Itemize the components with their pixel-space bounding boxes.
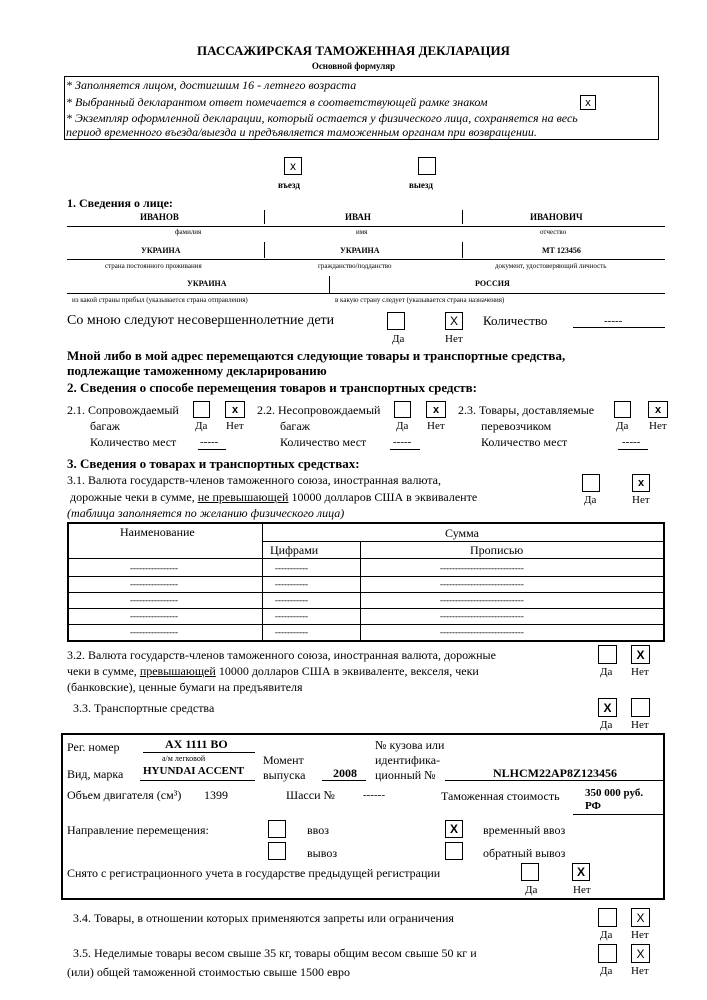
item-21-label-2: багаж <box>90 419 120 433</box>
import-label: ввоз <box>307 823 329 837</box>
table-row-digits: ----------- <box>275 579 308 589</box>
item-23-label: 2.3. Товары, доставляемые <box>458 403 595 417</box>
item-33-no-label: Нет <box>631 719 649 731</box>
table-row-name: ---------------- <box>130 579 178 589</box>
section-2-title: 2. Сведения о способе перемещения товаров и транспортных средств: <box>67 380 478 395</box>
item-35-line-2: (или) общей таможенной стоимостью свыше 1500 евро <box>67 965 351 979</box>
item-23-places-value: ----- <box>622 436 641 448</box>
children-yes-label: Да <box>392 333 405 345</box>
item-35-yes-checkbox[interactable] <box>598 944 617 963</box>
item-32-no-label: Нет <box>631 666 649 678</box>
item-31-line-1: 3.1. Валюта государств-членов таможенного союза, иностранная валюта, <box>67 473 442 487</box>
item-23-places-label: Количество мест <box>481 435 568 449</box>
item-35-line-1: 3.5. Неделимые товары весом свыше 35 кг, товары общим весом свыше 50 кг и <box>73 946 477 960</box>
table-row-words: ---------------------------- <box>440 611 524 621</box>
item-33-yes-checkbox[interactable]: X <box>598 698 617 717</box>
reg-number-label: Рег. номер <box>67 740 120 754</box>
item-31-no-label: Нет <box>632 494 650 506</box>
kind-label: Вид, марка <box>67 767 124 781</box>
table-row-digits: ----------- <box>275 627 308 637</box>
children-count-value: ----- <box>604 315 623 327</box>
note-line-1: * Заполняется лицом, достигшим 16 - летнего возраста <box>66 78 357 92</box>
table-row-words: ---------------------------- <box>440 579 524 589</box>
item-22-yes-label: Да <box>396 420 409 432</box>
cost-value-1: 350 000 руб. <box>585 787 644 799</box>
item-32-yes-label: Да <box>600 666 613 678</box>
page-subtitle: Основной формуляр <box>311 61 396 71</box>
dereg-label: Снято с регистрационного учета в государстве предыдущей регистрации <box>67 866 441 880</box>
places-underline <box>390 449 420 450</box>
item-22-label: 2.2. Несопровождаемый <box>257 403 381 417</box>
item-32-text-b: превышающей <box>139 664 216 678</box>
cost-underline <box>573 814 663 815</box>
item-34-no-label: Нет <box>631 929 649 941</box>
count-underline <box>573 327 665 328</box>
children-count-label: Количество <box>483 313 548 328</box>
dereg-no-checkbox[interactable]: X <box>572 863 590 881</box>
temp-import-label: временный ввоз <box>483 823 566 837</box>
name-line <box>67 226 665 227</box>
to-caption: в какую страну следует (указывается страна назначения) <box>335 296 505 304</box>
table-row-digits: ----------- <box>275 595 308 605</box>
item-32-line-2 <box>67 664 479 679</box>
table-row-name: ---------------- <box>130 595 178 605</box>
item-31-line-2 <box>70 490 477 505</box>
item-22-no-label: Нет <box>427 420 445 432</box>
table-row-digits: ----------- <box>275 611 308 621</box>
name-value: ИВАН <box>345 212 371 222</box>
item-21-yes-label: Да <box>195 420 208 432</box>
item-34-yes-label: Да <box>600 929 613 941</box>
export-label: вывоз <box>307 846 338 860</box>
table-header-name: Наименование <box>120 525 195 539</box>
table-header-words: Прописью <box>470 543 524 557</box>
kind-value-1: а/м легковой <box>162 754 206 763</box>
item-21-label: 2.1. Сопровождаемый <box>67 403 179 417</box>
export-checkbox[interactable] <box>268 842 286 860</box>
engine-label: Объем двигателя (см³) <box>67 788 182 802</box>
patronymic-caption: отчество <box>540 228 567 236</box>
item-31-note: (таблица заполняется по желанию физического лица) <box>67 506 345 520</box>
exit-checkbox[interactable] <box>418 157 436 175</box>
residence-caption: страна постоянного проживания <box>105 262 202 270</box>
citizenship-value: УКРАИНА <box>340 246 380 255</box>
entry-label: въезд <box>278 180 300 190</box>
chassis-label: Шасси № <box>286 788 335 802</box>
goods-intro-line-2: подлежащие таможенному декларированию <box>67 363 327 378</box>
item-34-no-checkbox[interactable]: X <box>631 908 650 927</box>
to-country-value: РОССИЯ <box>475 279 510 288</box>
reg-number-value: АХ 1111 ВО <box>165 737 228 751</box>
from-country-value: УКРАИНА <box>187 279 227 288</box>
item-33-no-checkbox[interactable] <box>631 698 650 717</box>
vin-value: NLHCM22AP8Z123456 <box>493 766 617 780</box>
direction-label: Направление перемещения: <box>67 823 209 837</box>
table-row-divider <box>68 624 664 625</box>
item-21-yes-checkbox[interactable] <box>193 401 210 418</box>
document-value: МТ 123456 <box>542 246 581 255</box>
reg-underline <box>143 752 255 753</box>
section-3-title: 3. Сведения о товарах и транспортных средствах: <box>67 456 360 471</box>
item-22-yes-checkbox[interactable] <box>394 401 411 418</box>
item-23-yes-label: Да <box>616 420 629 432</box>
note-mark-sample: x <box>580 95 596 110</box>
divider <box>462 242 463 258</box>
patronymic-value: ИВАНОВИЧ <box>530 212 583 222</box>
item-35-yes-label: Да <box>600 965 613 977</box>
item-32-yes-checkbox[interactable] <box>598 645 617 664</box>
page-title: ПАССАЖИРСКАЯ ТАМОЖЕННАЯ ДЕКЛАРАЦИЯ <box>197 43 510 58</box>
kind-underline <box>140 780 255 781</box>
chassis-value: ------ <box>363 789 385 801</box>
item-22-no-checkbox[interactable]: x <box>426 401 446 418</box>
item-23-yes-checkbox[interactable] <box>614 401 631 418</box>
item-22-places-label: Количество мест <box>280 435 367 449</box>
item-33-yes-label: Да <box>600 719 613 731</box>
item-31-text-c: 10000 долларов США в эквиваленте <box>291 490 478 504</box>
note-line-2: * Выбранный декларантом ответ помечается в соответствующей рамке знаком <box>66 95 488 109</box>
item-21-places-value: ----- <box>200 436 219 448</box>
from-caption: из какой страны прибыл (указывается страна отправления) <box>72 296 248 304</box>
children-no-checkbox[interactable]: X <box>445 312 463 330</box>
dereg-yes-checkbox[interactable] <box>521 863 539 881</box>
entry-checkbox[interactable]: x <box>284 157 302 175</box>
item-35-no-label: Нет <box>631 965 649 977</box>
vin-label-2: идентифика- <box>375 753 441 767</box>
table-row-divider <box>68 592 664 593</box>
item-32-text-c: 10000 долларов США в эквиваленте, векселя, чеки <box>218 664 479 678</box>
dereg-no-label: Нет <box>573 884 591 896</box>
exit-label: выезд <box>409 180 433 190</box>
import-checkbox[interactable] <box>268 820 286 838</box>
item-33-label: 3.3. Транспортные средства <box>73 701 215 715</box>
table-header-divider <box>262 541 664 542</box>
name-caption: имя <box>356 228 368 236</box>
item-21-places-label: Количество мест <box>90 435 177 449</box>
vin-label-3: ционный № <box>375 768 436 782</box>
year-label-2: выпуска <box>263 768 306 782</box>
table-row-digits: ----------- <box>275 563 308 573</box>
table-header-sum: Сумма <box>445 526 479 540</box>
item-32-line-1: 3.2. Валюта государств-членов таможенного союза, иностранная валюта, дорожные <box>67 648 496 662</box>
table-row-divider <box>68 576 664 577</box>
table-header-digits: Цифрами <box>270 543 319 557</box>
divider <box>264 210 265 224</box>
note-line-3a: * Экземпляр оформленной декларации, который остается у физического лица, сохраняется на весь <box>66 111 578 125</box>
children-no-label: Нет <box>445 333 463 345</box>
dereg-yes-label: Да <box>525 884 538 896</box>
surname-value: ИВАНОВ <box>140 212 179 222</box>
year-underline <box>322 780 366 781</box>
engine-value: 1399 <box>204 788 228 802</box>
item-31-yes-label: Да <box>584 494 597 506</box>
item-31-yes-checkbox[interactable] <box>582 474 600 492</box>
item-34-yes-checkbox[interactable] <box>598 908 617 927</box>
table-row-name: ---------------- <box>130 563 178 573</box>
reverse-export-checkbox[interactable] <box>445 842 463 860</box>
table-row-words: ---------------------------- <box>440 595 524 605</box>
surname-caption: фамилия <box>175 228 202 236</box>
vin-underline <box>445 780 663 781</box>
kind-value-2: HYUNDAI ACCENT <box>143 765 245 777</box>
item-31-text-a: дорожные чеки в сумме, <box>70 490 195 504</box>
item-35-no-checkbox[interactable]: X <box>631 944 650 963</box>
residence-line <box>67 259 665 260</box>
table-row-words: ---------------------------- <box>440 627 524 637</box>
note-line-3b: период временного въезда/выезда и предъявляется таможенным органам при возвращении. <box>66 125 537 139</box>
table-row-name: ---------------- <box>130 611 178 621</box>
children-label: Со мною следуют несовершеннолетние дети <box>67 313 335 328</box>
item-21-no-label: Нет <box>226 420 244 432</box>
goods-intro-line-1: Мной либо в мой адрес перемещаются следующие товары и транспортные средства, <box>67 348 566 363</box>
item-23-label-2: перевозчиком <box>481 419 552 433</box>
reverse-export-label: обратный вывоз <box>483 846 566 860</box>
item-32-text-a: чеки в сумме, <box>67 664 137 678</box>
item-23-no-label: Нет <box>649 420 667 432</box>
divider <box>264 242 265 258</box>
places-underline <box>618 449 648 450</box>
citizenship-caption: гражданство/подданство <box>318 262 392 270</box>
item-23-no-checkbox[interactable]: x <box>648 401 668 418</box>
item-32-line-3: (банковские), ценные бумаги на предъявителя <box>67 680 303 694</box>
table-row-divider <box>68 608 664 609</box>
table-col-divider <box>360 541 361 641</box>
item-22-places-value: ----- <box>393 436 412 448</box>
cost-label: Таможенная стоимость <box>441 789 560 803</box>
vin-label-1: № кузова или <box>375 738 445 752</box>
item-31-text-b: не превышающей <box>197 490 289 504</box>
document-caption: документ, удостоверяющий личность <box>495 262 607 270</box>
places-underline <box>198 449 226 450</box>
table-header-bottom <box>68 558 664 559</box>
children-yes-checkbox[interactable] <box>387 312 405 330</box>
year-label-1: Момент <box>263 753 304 767</box>
item-32-no-checkbox[interactable]: X <box>631 645 650 664</box>
temp-import-checkbox[interactable]: X <box>445 820 463 838</box>
divider <box>462 210 463 224</box>
cost-value-2: РФ <box>585 800 601 812</box>
item-22-label-2: багаж <box>280 419 310 433</box>
route-line <box>67 293 665 294</box>
year-value: 2008 <box>333 766 357 780</box>
residence-value: УКРАИНА <box>141 246 181 255</box>
item-31-no-checkbox[interactable]: x <box>632 474 650 492</box>
item-34-label: 3.4. Товары, в отношении которых применяются запреты или ограничения <box>73 911 454 925</box>
table-row-name: ---------------- <box>130 627 178 637</box>
divider <box>329 276 330 293</box>
section-1-title: 1. Сведения о лице: <box>67 196 173 210</box>
table-row-words: ---------------------------- <box>440 563 524 573</box>
item-21-no-checkbox[interactable]: x <box>225 401 245 418</box>
